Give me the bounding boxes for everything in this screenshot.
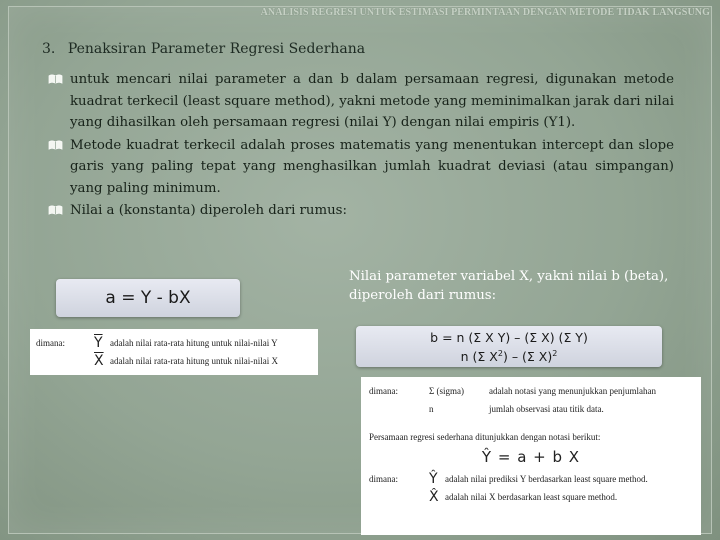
where-box-left bbox=[30, 329, 318, 375]
n-term: n bbox=[429, 404, 434, 414]
book-bullet-icon bbox=[48, 138, 63, 153]
sigma-desc: adalah notasi yang menunjukkan penjumlahan bbox=[489, 386, 656, 396]
where-row bbox=[36, 334, 312, 352]
y-hat-symbol: Ŷ bbox=[429, 471, 438, 487]
bullet-list bbox=[48, 69, 674, 223]
formula-b-denominator: n (Σ $X^2) - (\Sigma$ X)$^2$ bbox=[460, 349, 558, 365]
formula-a-text: a = Y - bX bbox=[105, 288, 191, 308]
where-row bbox=[369, 470, 693, 488]
n-desc: jumlah observasi atau titik data. bbox=[489, 404, 604, 414]
where-label: dimana: bbox=[369, 386, 398, 396]
where-label: dimana: bbox=[36, 338, 65, 348]
y-bar-desc: adalah nilai rata-rata hitung untuk nilai-nilai Y bbox=[110, 338, 278, 348]
where-box-right bbox=[361, 377, 701, 535]
section-heading bbox=[42, 41, 365, 57]
formula-a-box bbox=[56, 279, 240, 317]
sigma-term: Σ (sigma) bbox=[429, 386, 464, 396]
bullet-item bbox=[48, 200, 674, 222]
bullet-item bbox=[48, 69, 674, 134]
x-bar-symbol: $\overline{X}$ bbox=[94, 353, 104, 369]
x-bar-desc: adalah nilai rata-rata hitung untuk nilai-nilai X bbox=[110, 356, 278, 366]
slide-header-title: ANALISIS REGRESI UNTUK ESTIMASI PERMINTAAN DENGAN METODE TIDAK LANGSUNG bbox=[260, 7, 710, 18]
regression-note: Persamaan regresi sederhana ditunjukkan dengan notasi berikut: bbox=[369, 432, 601, 442]
beta-description: Nilai parameter variabel X, yakni nilai b (beta), diperoleh dari rumus: bbox=[349, 269, 669, 303]
section-number: 3. bbox=[42, 41, 56, 57]
bullet-text: Metode kuadrat terkecil adalah proses matematis yang menentukan intercept dan slope garis yang paling tepat yang menghasilkan jumlah kuadrat deviasi (atau simpangan) yang paling minimum. bbox=[70, 137, 674, 196]
regression-equation: Ŷ = a + b X bbox=[481, 448, 581, 466]
section-title: Penaksiran Parameter Regresi Sederhana bbox=[67, 41, 366, 57]
where-row bbox=[369, 382, 693, 400]
where-row bbox=[369, 400, 693, 418]
bullet-item bbox=[48, 135, 674, 200]
formula-b-box bbox=[356, 326, 662, 367]
where-row bbox=[36, 352, 312, 370]
where-label-2: dimana: bbox=[369, 474, 398, 484]
bullet-text: Nilai a (konstanta) diperoleh dari rumus: bbox=[70, 203, 347, 218]
bullet-text: untuk mencari nilai parameter a dan b dalam persamaan regresi, digunakan metode kuadrat terkecil (least square method), yakni metode yang meminimalkan jarak dari nilai yang dihasilkan oleh persamaan regresi (nilai Y) dengan nilai empiris (Y1). bbox=[70, 72, 674, 130]
x-hat-symbol: X̂ bbox=[429, 489, 439, 505]
where-row bbox=[369, 488, 693, 506]
formula-b-numerator: b = n (Σ X Y) – (Σ X) (Σ Y) bbox=[430, 330, 588, 345]
book-bullet-icon bbox=[48, 203, 63, 218]
y-bar-symbol: $\overline{Y}$ bbox=[94, 335, 103, 351]
y-hat-desc: adalah nilai prediksi Y berdasarkan least square method. bbox=[445, 474, 648, 484]
book-bullet-icon bbox=[48, 72, 63, 87]
x-hat-desc: adalah nilai X berdasarkan least square method. bbox=[445, 492, 618, 502]
